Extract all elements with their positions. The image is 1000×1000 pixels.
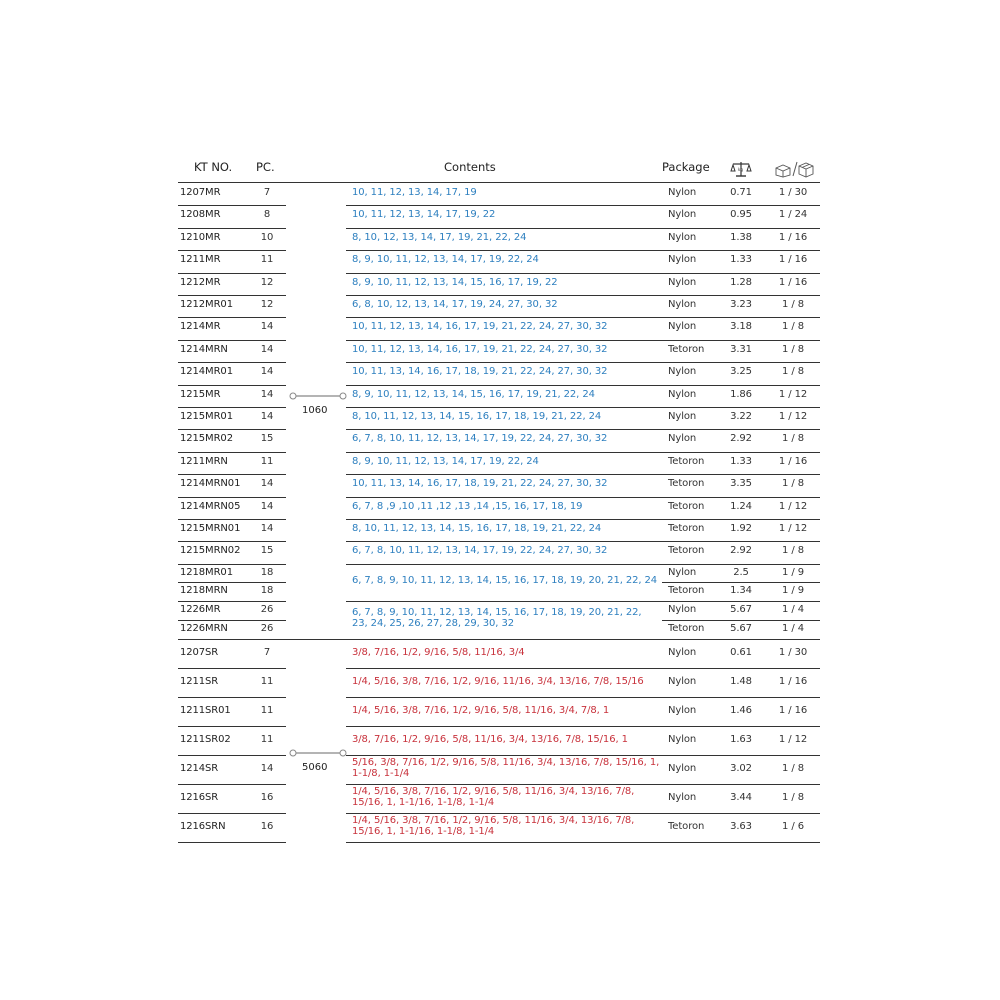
kt-number: 1208MR bbox=[180, 209, 221, 221]
kt-number: 1215MR01 bbox=[180, 411, 233, 422]
package-type: Nylon bbox=[668, 321, 697, 333]
kt-number: 1214MRN05 bbox=[180, 500, 241, 512]
piece-count: 14 bbox=[260, 321, 274, 333]
contents-sizes: 6, 7, 8, 9, 10, 11, 12, 13, 14, 15, 16, 17, 18, 19, 20, 21, 22, 23, 24, 25, 26, 27, 28, 29, 30, 32 bbox=[352, 607, 642, 629]
row-divider-left bbox=[178, 813, 286, 814]
weight-value: 3.23 bbox=[730, 299, 752, 310]
piece-count: 14 bbox=[260, 478, 274, 490]
carton-quantity: 1 / 4 bbox=[782, 622, 804, 634]
weight-value: 1.63 bbox=[730, 734, 752, 746]
piece-count: 18 bbox=[260, 585, 274, 597]
weight-value: 2.92 bbox=[730, 545, 752, 557]
contents-sizes: 6, 7, 8, 9, 10, 11, 12, 13, 14, 15, 16, 17, 18, 19, 20, 21, 22, 24 bbox=[352, 574, 658, 586]
contents-sizes: 3/8, 7/16, 1/2, 9/16, 5/8, 11/16, 3/4, 13/16, 7/8, 15/16, 1 bbox=[352, 734, 628, 746]
weight-value: 3.63 bbox=[730, 821, 752, 833]
kt-number: 1226MR bbox=[180, 604, 221, 615]
piece-count: 14 bbox=[260, 366, 274, 378]
wrench-icon bbox=[288, 391, 348, 401]
piece-count: 14 bbox=[260, 523, 274, 534]
piece-count: 11 bbox=[260, 676, 274, 688]
row-divider-left bbox=[178, 519, 286, 520]
piece-count: 14 bbox=[260, 763, 274, 775]
piece-count: 18 bbox=[260, 566, 274, 578]
piece-count: 14 bbox=[260, 343, 274, 355]
contents-sizes: 8, 10, 12, 13, 14, 17, 19, 21, 22, 24 bbox=[352, 231, 527, 243]
row-divider-right bbox=[346, 250, 820, 251]
package-type: Nylon bbox=[668, 254, 697, 266]
piece-count: 26 bbox=[260, 604, 274, 615]
carton-quantity: 1 / 4 bbox=[782, 604, 804, 615]
header-rule bbox=[178, 182, 820, 183]
contents-sizes: 6, 7, 8 ,9 ,10 ,11 ,12 ,13 ,14 ,15, 16, 17, 18, 19 bbox=[352, 500, 583, 512]
piece-count: 7 bbox=[263, 187, 271, 198]
carton-quantity: 1 / 12 bbox=[778, 734, 808, 746]
weight-value: 0.71 bbox=[730, 187, 752, 198]
scale-kg-icon bbox=[730, 160, 752, 178]
section-rule bbox=[178, 639, 820, 640]
row-divider-left bbox=[178, 601, 286, 602]
group-code: 1060 bbox=[302, 405, 328, 416]
package-type: Nylon bbox=[668, 763, 697, 775]
weight-value: 3.31 bbox=[730, 343, 752, 355]
row-divider-right bbox=[346, 273, 820, 274]
row-divider-right bbox=[346, 755, 820, 756]
kt-number: 1215MRN01 bbox=[180, 523, 241, 534]
row-divider-right bbox=[662, 620, 820, 621]
row-divider-right bbox=[346, 784, 820, 785]
weight-value: 5.67 bbox=[730, 604, 752, 615]
header-contents: Contents bbox=[444, 160, 496, 174]
piece-count: 15 bbox=[260, 433, 274, 445]
row-divider-right bbox=[346, 726, 820, 727]
row-divider-right bbox=[346, 564, 820, 565]
weight-value: 1.38 bbox=[730, 231, 752, 243]
kt-number: 1210MR bbox=[180, 231, 221, 243]
row-divider-left bbox=[178, 564, 286, 565]
kt-number: 1212MR bbox=[180, 276, 221, 288]
piece-count: 15 bbox=[260, 545, 274, 557]
kt-number: 1216SRN bbox=[180, 821, 226, 833]
wrench-icon bbox=[288, 748, 348, 758]
contents-sizes: 1/4, 5/16, 3/8, 7/16, 1/2, 9/16, 11/16, 3/4, 13/16, 7/8, 15/16 bbox=[352, 676, 644, 688]
kt-number: 1214MRN01 bbox=[180, 478, 241, 490]
carton-quantity: 1 / 8 bbox=[782, 343, 804, 355]
package-type: Nylon bbox=[668, 388, 697, 400]
piece-count: 26 bbox=[260, 622, 274, 634]
row-divider-left bbox=[178, 340, 286, 341]
contents-sizes: 10, 11, 12, 13, 14, 17, 19 bbox=[352, 187, 477, 198]
carton-quantity: 1 / 8 bbox=[782, 763, 804, 775]
row-divider-left bbox=[178, 697, 286, 698]
carton-quantity: 1 / 16 bbox=[778, 231, 808, 243]
weight-value: 1.33 bbox=[730, 254, 752, 266]
weight-value: 3.02 bbox=[730, 763, 752, 775]
piece-count: 7 bbox=[263, 647, 271, 659]
kt-number: 1214MRN bbox=[180, 343, 228, 355]
row-divider-left bbox=[178, 726, 286, 727]
contents-sizes: 8, 9, 10, 11, 12, 13, 14, 17, 19, 22, 24 bbox=[352, 254, 539, 266]
package-type: Tetoron bbox=[668, 500, 705, 512]
piece-count: 11 bbox=[260, 705, 274, 717]
weight-value: 1.48 bbox=[730, 676, 752, 688]
row-divider-left bbox=[178, 362, 286, 363]
package-type: Nylon bbox=[668, 792, 697, 804]
carton-quantity: 1 / 6 bbox=[782, 821, 804, 833]
row-divider-left bbox=[178, 228, 286, 229]
package-type: Nylon bbox=[668, 734, 697, 746]
weight-value: 1.46 bbox=[730, 705, 752, 717]
row-divider-right bbox=[346, 601, 820, 602]
header-package: Package bbox=[662, 160, 710, 174]
weight-value: 3.22 bbox=[730, 411, 752, 422]
piece-count: 11 bbox=[260, 734, 274, 746]
piece-count: 14 bbox=[260, 500, 274, 512]
row-divider-right bbox=[346, 362, 820, 363]
svg-text:kg: kg bbox=[738, 167, 743, 172]
carton-quantity: 1 / 12 bbox=[778, 500, 808, 512]
contents-sizes: 1/4, 5/16, 3/8, 7/16, 1/2, 9/16, 5/8, 11/16, 3/4, 13/16, 7/8, 15/16, 1, 1-1/16, 1-1/8, 1-1/4 bbox=[352, 815, 635, 838]
row-divider-right bbox=[346, 497, 820, 498]
carton-quantity: 1 / 16 bbox=[778, 455, 808, 467]
weight-value: 3.18 bbox=[730, 321, 752, 333]
contents-sizes: 10, 11, 13, 14, 16, 17, 18, 19, 21, 22, 24, 27, 30, 32 bbox=[352, 478, 608, 490]
row-divider-right bbox=[346, 317, 820, 318]
package-type: Tetoron bbox=[668, 455, 705, 467]
weight-value: 3.44 bbox=[730, 792, 752, 804]
package-type: Nylon bbox=[668, 566, 697, 578]
row-divider-left bbox=[178, 205, 286, 206]
kt-number: 1215MR bbox=[180, 388, 221, 400]
header-pc: PC. bbox=[256, 160, 275, 174]
carton-quantity: 1 / 12 bbox=[778, 411, 808, 422]
piece-count: 10 bbox=[260, 231, 274, 243]
piece-count: 16 bbox=[260, 792, 274, 804]
package-type: Tetoron bbox=[668, 585, 705, 597]
contents-sizes: 3/8, 7/16, 1/2, 9/16, 5/8, 11/16, 3/4 bbox=[352, 647, 525, 659]
row-divider-right bbox=[346, 519, 820, 520]
weight-value: 0.61 bbox=[730, 647, 752, 659]
row-divider-left bbox=[178, 250, 286, 251]
contents-sizes: 1/4, 5/16, 3/8, 7/16, 1/2, 9/16, 5/8, 11/16, 3/4, 7/8, 1 bbox=[352, 705, 610, 717]
group-code: 5060 bbox=[302, 762, 328, 773]
weight-value: 2.5 bbox=[733, 566, 749, 578]
weight-value: 1.24 bbox=[730, 500, 752, 512]
row-divider-right bbox=[346, 452, 820, 453]
row-divider-right bbox=[346, 474, 820, 475]
piece-count: 16 bbox=[260, 821, 274, 833]
row-divider-left bbox=[178, 582, 286, 583]
row-divider-right bbox=[346, 668, 820, 669]
contents-sizes: 8, 10, 11, 12, 13, 14, 15, 16, 17, 18, 19, 21, 22, 24 bbox=[352, 523, 602, 534]
package-type: Nylon bbox=[668, 187, 697, 198]
contents-sizes: 10, 11, 12, 13, 14, 16, 17, 19, 21, 22, 24, 27, 30, 32 bbox=[352, 321, 608, 333]
row-divider-right bbox=[346, 385, 820, 386]
package-type: Nylon bbox=[668, 604, 697, 615]
row-divider-left bbox=[178, 385, 286, 386]
package-type: Tetoron bbox=[668, 622, 705, 634]
row-divider-left bbox=[178, 452, 286, 453]
package-type: Nylon bbox=[668, 705, 697, 717]
contents-sizes: 8, 9, 10, 11, 12, 13, 14, 15, 16, 17, 19, 22 bbox=[352, 276, 558, 288]
kt-number: 1207SR bbox=[180, 647, 219, 659]
row-divider-right bbox=[346, 295, 820, 296]
piece-count: 11 bbox=[260, 254, 274, 266]
carton-quantity: 1 / 8 bbox=[782, 545, 804, 557]
carton-quantity: 1 / 30 bbox=[778, 187, 808, 198]
package-type: Nylon bbox=[668, 676, 697, 688]
package-type: Nylon bbox=[668, 433, 697, 445]
weight-value: 1.86 bbox=[730, 388, 752, 400]
kt-number: 1214MR01 bbox=[180, 366, 233, 378]
row-divider-right bbox=[346, 697, 820, 698]
contents-sizes: 8, 9, 10, 11, 12, 13, 14, 15, 16, 17, 19, 21, 22, 24 bbox=[352, 388, 595, 400]
package-type: Tetoron bbox=[668, 545, 705, 557]
carton-quantity: 1 / 9 bbox=[782, 566, 804, 578]
carton-quantity: 1 / 16 bbox=[778, 676, 808, 688]
weight-value: 1.33 bbox=[730, 455, 752, 467]
package-type: Nylon bbox=[668, 647, 697, 659]
kt-number: 1211SR02 bbox=[180, 734, 231, 746]
package-type: Nylon bbox=[668, 231, 697, 243]
row-divider-left bbox=[178, 295, 286, 296]
contents-sizes: 5/16, 3/8, 7/16, 1/2, 9/16, 5/8, 11/16, 3/4, 13/16, 7/8, 15/16, 1, 1-1/8, 1-1/4 bbox=[352, 757, 660, 780]
contents-sizes: 8, 9, 10, 11, 12, 13, 14, 17, 19, 22, 24 bbox=[352, 455, 539, 467]
row-divider-right bbox=[662, 582, 820, 583]
contents-sizes: 10, 11, 12, 13, 14, 16, 17, 19, 21, 22, 24, 27, 30, 32 bbox=[352, 343, 608, 355]
carton-quantity: 1 / 16 bbox=[778, 276, 808, 288]
contents-sizes: 6, 7, 8, 10, 11, 12, 13, 14, 17, 19, 22, 24, 27, 30, 32 bbox=[352, 545, 608, 557]
package-type: Tetoron bbox=[668, 343, 705, 355]
weight-value: 3.25 bbox=[730, 366, 752, 378]
contents-sizes: 10, 11, 12, 13, 14, 17, 19, 22 bbox=[352, 209, 496, 221]
carton-quantity: 1 / 8 bbox=[782, 792, 804, 804]
row-divider-left bbox=[178, 429, 286, 430]
kt-number: 1215MR02 bbox=[180, 433, 233, 445]
carton-quantity: 1 / 8 bbox=[782, 299, 804, 310]
piece-count: 12 bbox=[260, 276, 274, 288]
kt-number: 1226MRN bbox=[180, 622, 228, 634]
row-divider-right bbox=[346, 842, 820, 843]
carton-quantity: 1 / 12 bbox=[778, 388, 808, 400]
row-divider-left bbox=[178, 755, 286, 756]
package-type: Nylon bbox=[668, 366, 697, 378]
contents-sizes: 6, 7, 8, 10, 11, 12, 13, 14, 17, 19, 22, 24, 27, 30, 32 bbox=[352, 433, 608, 445]
kt-number: 1211MR bbox=[180, 254, 221, 266]
contents-sizes: 6, 8, 10, 12, 13, 14, 17, 19, 24, 27, 30, 32 bbox=[352, 299, 558, 310]
row-divider-right bbox=[346, 813, 820, 814]
kt-number: 1211SR01 bbox=[180, 705, 231, 717]
package-type: Nylon bbox=[668, 209, 697, 221]
row-divider-left bbox=[178, 620, 286, 621]
kt-number: 1207MR bbox=[180, 187, 221, 198]
row-divider-right bbox=[346, 228, 820, 229]
row-divider-left bbox=[178, 317, 286, 318]
piece-count: 14 bbox=[260, 388, 274, 400]
row-divider-right bbox=[346, 429, 820, 430]
package-type: Nylon bbox=[668, 276, 697, 288]
kt-number: 1216SR bbox=[180, 792, 219, 804]
weight-value: 3.35 bbox=[730, 478, 752, 490]
row-divider-left bbox=[178, 407, 286, 408]
header-kt-no: KT NO. bbox=[194, 160, 233, 174]
weight-value: 1.34 bbox=[730, 585, 752, 597]
kt-number: 1212MR01 bbox=[180, 299, 233, 310]
carton-quantity: 1 / 8 bbox=[782, 366, 804, 378]
row-divider-left bbox=[178, 474, 286, 475]
contents-sizes: 10, 11, 13, 14, 16, 17, 18, 19, 21, 22, 24, 27, 30, 32 bbox=[352, 366, 608, 378]
kt-number: 1215MRN02 bbox=[180, 545, 241, 557]
piece-count: 14 bbox=[260, 411, 274, 422]
contents-sizes: 1/4, 5/16, 3/8, 7/16, 1/2, 9/16, 5/8, 11/16, 3/4, 13/16, 7/8, 15/16, 1, 1-1/16, 1-1/8, 1-1/4 bbox=[352, 786, 635, 809]
kt-number: 1218MR01 bbox=[180, 566, 233, 578]
carton-quantity: 1 / 12 bbox=[778, 523, 808, 534]
row-divider-left bbox=[178, 541, 286, 542]
contents-sizes: 8, 10, 11, 12, 13, 14, 15, 16, 17, 18, 19, 21, 22, 24 bbox=[352, 411, 602, 422]
row-divider-left bbox=[178, 842, 286, 843]
row-divider-left bbox=[178, 273, 286, 274]
row-divider-left bbox=[178, 497, 286, 498]
kt-number: 1211SR bbox=[180, 676, 219, 688]
carton-quantity: 1 / 8 bbox=[782, 478, 804, 490]
weight-value: 1.28 bbox=[730, 276, 752, 288]
carton-quantity: 1 / 24 bbox=[778, 209, 808, 221]
carton-quantity: 1 / 8 bbox=[782, 433, 804, 445]
carton-box-icon bbox=[774, 160, 816, 178]
row-divider-right bbox=[346, 340, 820, 341]
piece-count: 8 bbox=[263, 209, 271, 221]
row-divider-left bbox=[178, 784, 286, 785]
carton-quantity: 1 / 16 bbox=[778, 254, 808, 266]
weight-value: 2.92 bbox=[730, 433, 752, 445]
weight-value: 5.67 bbox=[730, 622, 752, 634]
kt-number: 1214MR bbox=[180, 321, 221, 333]
package-type: Tetoron bbox=[668, 523, 705, 534]
carton-quantity: 1 / 9 bbox=[782, 585, 804, 597]
package-type: Nylon bbox=[668, 299, 697, 310]
piece-count: 12 bbox=[260, 299, 274, 310]
weight-value: 0.95 bbox=[730, 209, 752, 221]
package-type: Tetoron bbox=[668, 821, 705, 833]
row-divider-right bbox=[346, 541, 820, 542]
kt-number: 1218MRN bbox=[180, 585, 228, 597]
carton-quantity: 1 / 8 bbox=[782, 321, 804, 333]
kt-number: 1211MRN bbox=[180, 455, 228, 467]
carton-quantity: 1 / 16 bbox=[778, 705, 808, 717]
weight-value: 1.92 bbox=[730, 523, 752, 534]
piece-count: 11 bbox=[260, 455, 274, 467]
carton-quantity: 1 / 30 bbox=[778, 647, 808, 659]
row-divider-left bbox=[178, 668, 286, 669]
package-type: Tetoron bbox=[668, 478, 705, 490]
row-divider-right bbox=[346, 205, 820, 206]
kt-number: 1214SR bbox=[180, 763, 219, 775]
package-type: Nylon bbox=[668, 411, 697, 422]
row-divider-right bbox=[346, 407, 820, 408]
